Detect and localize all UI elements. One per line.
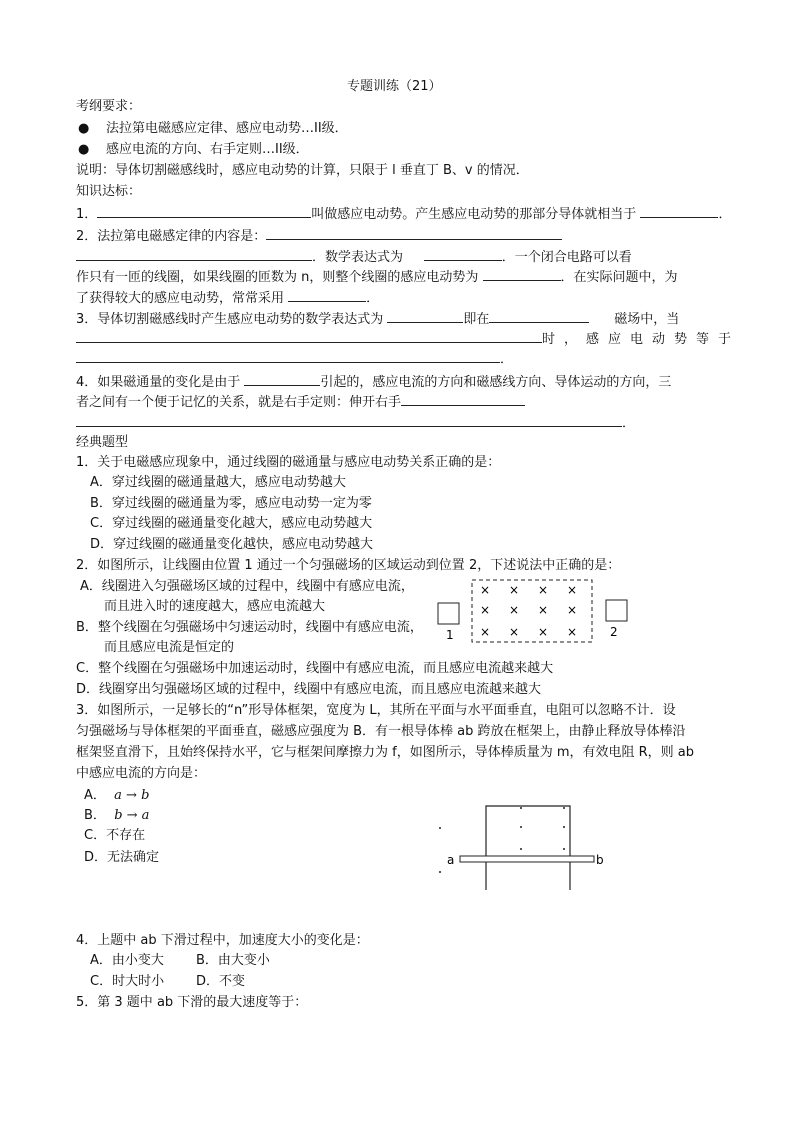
field-dot [520, 807, 522, 809]
q3-text-in: 即在 [463, 312, 490, 327]
q3-text: 3．导体切割磁感线时产生感应电动势的数学表达式为 [76, 312, 384, 327]
classic-q2-stem: 2．如图所示，让线圈由位置 1 通过一个匀强磁场的区域运动到位置 2，下述说法中正确的是： [76, 558, 621, 573]
classic-heading: 经典题型 [76, 435, 129, 450]
field-x-mark: × [567, 583, 578, 597]
knowledge-q1 [76, 205, 731, 223]
label-a: a [447, 853, 455, 867]
field-x-mark: × [509, 625, 520, 639]
q1-number: 1． [76, 207, 98, 222]
field-x-mark: × [480, 583, 491, 597]
option-b-math: b → a [114, 808, 150, 823]
option-b-label: B． [84, 808, 106, 823]
fill-blank[interactable] [266, 227, 562, 240]
n-shaped-frame [486, 806, 570, 890]
field-dot [439, 827, 441, 829]
field-dot [520, 848, 522, 850]
field-x-mark: × [567, 603, 578, 617]
knowledge-q4-line1 [76, 373, 671, 391]
field-dot [439, 871, 441, 873]
requirements-heading: 考纲要求： [76, 99, 142, 114]
field-x-mark: × [538, 583, 549, 597]
classic-q2-option-a-line1: A．线圈进入匀强磁场区域的过程中，线圈中有感应电流， [80, 579, 414, 594]
classic-q3-line1: 3．如图所示，一足够长的“n”形导体框架，宽度为 L，其所在平面与水平面垂直，电阻可以忽略不计．设 [76, 703, 676, 718]
q2-formula-label: ．数学表达式为 [312, 250, 404, 265]
knowledge-q3-line3 [76, 350, 513, 368]
field-dot [520, 826, 522, 828]
q3-text-when: 时，感应电动势等于 [542, 332, 741, 347]
fill-blank[interactable] [76, 330, 542, 343]
q4-end: ． [622, 416, 636, 431]
fill-blank[interactable] [640, 205, 718, 218]
field-x-mark: × [509, 583, 520, 597]
knowledge-q2-line2 [76, 248, 632, 266]
label-position-1: 1 [446, 628, 454, 642]
fill-blank[interactable] [97, 205, 311, 218]
classic-q2-option-a-line2: 而且进入时的速度越大，感应电流越大 [104, 599, 326, 614]
field-x-mark: × [480, 625, 491, 639]
q4-text-cont: 引起的，感应电流的方向和磁感线方向、导体运动的方向，三 [320, 375, 672, 390]
classic-q2-option-b-line1: B．整个线圈在匀强磁场中匀速运动时，线圈中有感应电流， [76, 620, 423, 635]
classic-q1-option-c: C．穿过线圈的磁通量变化越大，感应电动势越大 [90, 516, 373, 531]
bullet-icon: ● [78, 121, 90, 136]
classic-q1-option-b: B．穿过线圈的磁通量为零，感应电动势一定为零 [90, 496, 372, 511]
fill-blank[interactable] [424, 248, 502, 261]
conductor-rod [460, 856, 594, 862]
q1-end: ． [718, 207, 732, 222]
frame-figure [436, 800, 616, 900]
q2-end: ． [366, 291, 380, 306]
knowledge-heading: 知识达标： [76, 184, 142, 199]
fill-blank[interactable] [401, 393, 525, 406]
classic-q2-option-c: C．整个线圈在匀强磁场中加速运动时，线圈中有感应电流，而且感应电流越来越大 [76, 661, 554, 676]
classic-q3-option-d: D．无法确定 [84, 850, 160, 865]
label-b: b [596, 853, 604, 867]
classic-q5-stem: 5．第 3 题中 ab 下滑的最大速度等于： [76, 995, 308, 1010]
classic-q4-stem: 4．上题中 ab 下滑过程中，加速度大小的变化是： [76, 933, 369, 948]
q1-text: 叫做感应电动势。产生感应电动势的那部分导体就相当于 [311, 207, 637, 222]
field-dot [563, 826, 565, 828]
bullet-icon: ● [78, 142, 90, 157]
classic-q2-option-d: D．线圈穿出匀强磁场区域的过程中，线圈中有感应电流，而且感应电流越来越大 [76, 682, 542, 697]
field-x-mark: × [567, 625, 578, 639]
magnetic-field-figure [436, 578, 636, 648]
q2-text-n: 作只有一匝的线圈，如果线圈的匝数为 n，则整个线圈的感应电动势为 [76, 270, 479, 285]
q2-text-cont: ．一个闭合电路可以看 [501, 250, 632, 265]
requirement-item-1: 法拉第电磁感应定律、感应电动势…II级． [106, 121, 348, 136]
fill-blank[interactable] [288, 289, 366, 302]
q4-text: 4．如果磁通量的变化是由于 [76, 375, 241, 390]
knowledge-q3-line2 [76, 330, 740, 348]
coil-position-2 [606, 600, 627, 621]
field-x-mark: × [509, 603, 520, 617]
knowledge-q4-line3 [76, 414, 635, 432]
classic-q4-option-a: A．由小变大 [90, 953, 164, 968]
q2-text-practical: ．在实际问题中，为 [560, 270, 678, 285]
field-x-mark: × [480, 603, 491, 617]
knowledge-q2-line3 [76, 268, 678, 286]
field-dot [563, 848, 565, 850]
q2-text: 2．法拉第电磁感定律的内容是： [76, 229, 267, 244]
page-title: 专题训练（21） [347, 79, 442, 94]
fill-blank[interactable] [244, 373, 320, 386]
classic-q3-line3: 框架竖直滑下，且始终保持水平，它与框架间摩擦力为 f，如图所示，导体棒质量为 m，有效电阻 R，则 ab [76, 745, 695, 760]
q3-text-field: 磁场中，当 [614, 312, 680, 327]
classic-q3-line4: 中感应电流的方向是： [76, 766, 207, 781]
field-x-marks [480, 583, 577, 639]
knowledge-q2-line4 [76, 289, 379, 307]
knowledge-q4-line2 [76, 393, 525, 411]
fill-blank[interactable] [387, 310, 463, 323]
classic-q1-option-a: A．穿过线圈的磁通量越大，感应电动势越大 [90, 475, 346, 490]
fill-blank[interactable] [76, 350, 500, 363]
requirements-note: 说明：导体切割磁感线时，感应电动势的计算，只限于 l 垂直丁 B、v 的情况． [76, 163, 529, 178]
q4-text-rule: 者之间有一个便于记忆的关系，就是右手定则：伸开右手 [76, 395, 402, 410]
q3-end: ． [500, 352, 514, 367]
field-x-mark: × [538, 603, 549, 617]
coil-position-1 [438, 603, 459, 624]
field-x-mark: × [538, 625, 549, 639]
fill-blank[interactable] [76, 248, 312, 261]
classic-q3-option-b [84, 808, 149, 824]
classic-q1-stem: 1．关于电磁感应现象中，通过线圈的磁通量与感应电动势关系正确的是： [76, 455, 501, 470]
knowledge-q2-line1 [76, 227, 562, 245]
classic-q3-option-c: C．不存在 [84, 828, 146, 843]
classic-q3-line2: 匀强磁场与导体框架的平面垂直，磁感应强度为 B．有一根导体棒 ab 跨放在框架上，由静止释放导体棒沿 [76, 724, 686, 739]
classic-q4-option-c: C．时大时小 [90, 974, 165, 989]
classic-q2-option-b-line2: 而且感应电流是恒定的 [104, 640, 235, 655]
fill-blank[interactable] [489, 310, 589, 323]
option-a-label: A． [84, 788, 106, 803]
knowledge-q3-line1 [76, 310, 679, 328]
requirement-item-2: 感应电流的方向、右手定则…II级． [106, 142, 309, 157]
classic-q3-option-a [84, 788, 149, 804]
classic-q1-option-d: D．穿过线圈的磁通量变化越快，感应电动势越大 [90, 537, 374, 552]
fill-blank[interactable] [76, 414, 622, 427]
q2-text-adopt: 了获得较大的感应电动势，常常采用 [76, 291, 285, 306]
classic-q4-option-b: B．由大变小 [196, 953, 270, 968]
field-dot [563, 807, 565, 809]
classic-q4-option-d: D．不变 [196, 974, 246, 989]
label-position-2: 2 [610, 625, 618, 639]
option-a-math: a → b [114, 788, 150, 803]
fill-blank[interactable] [483, 268, 561, 281]
